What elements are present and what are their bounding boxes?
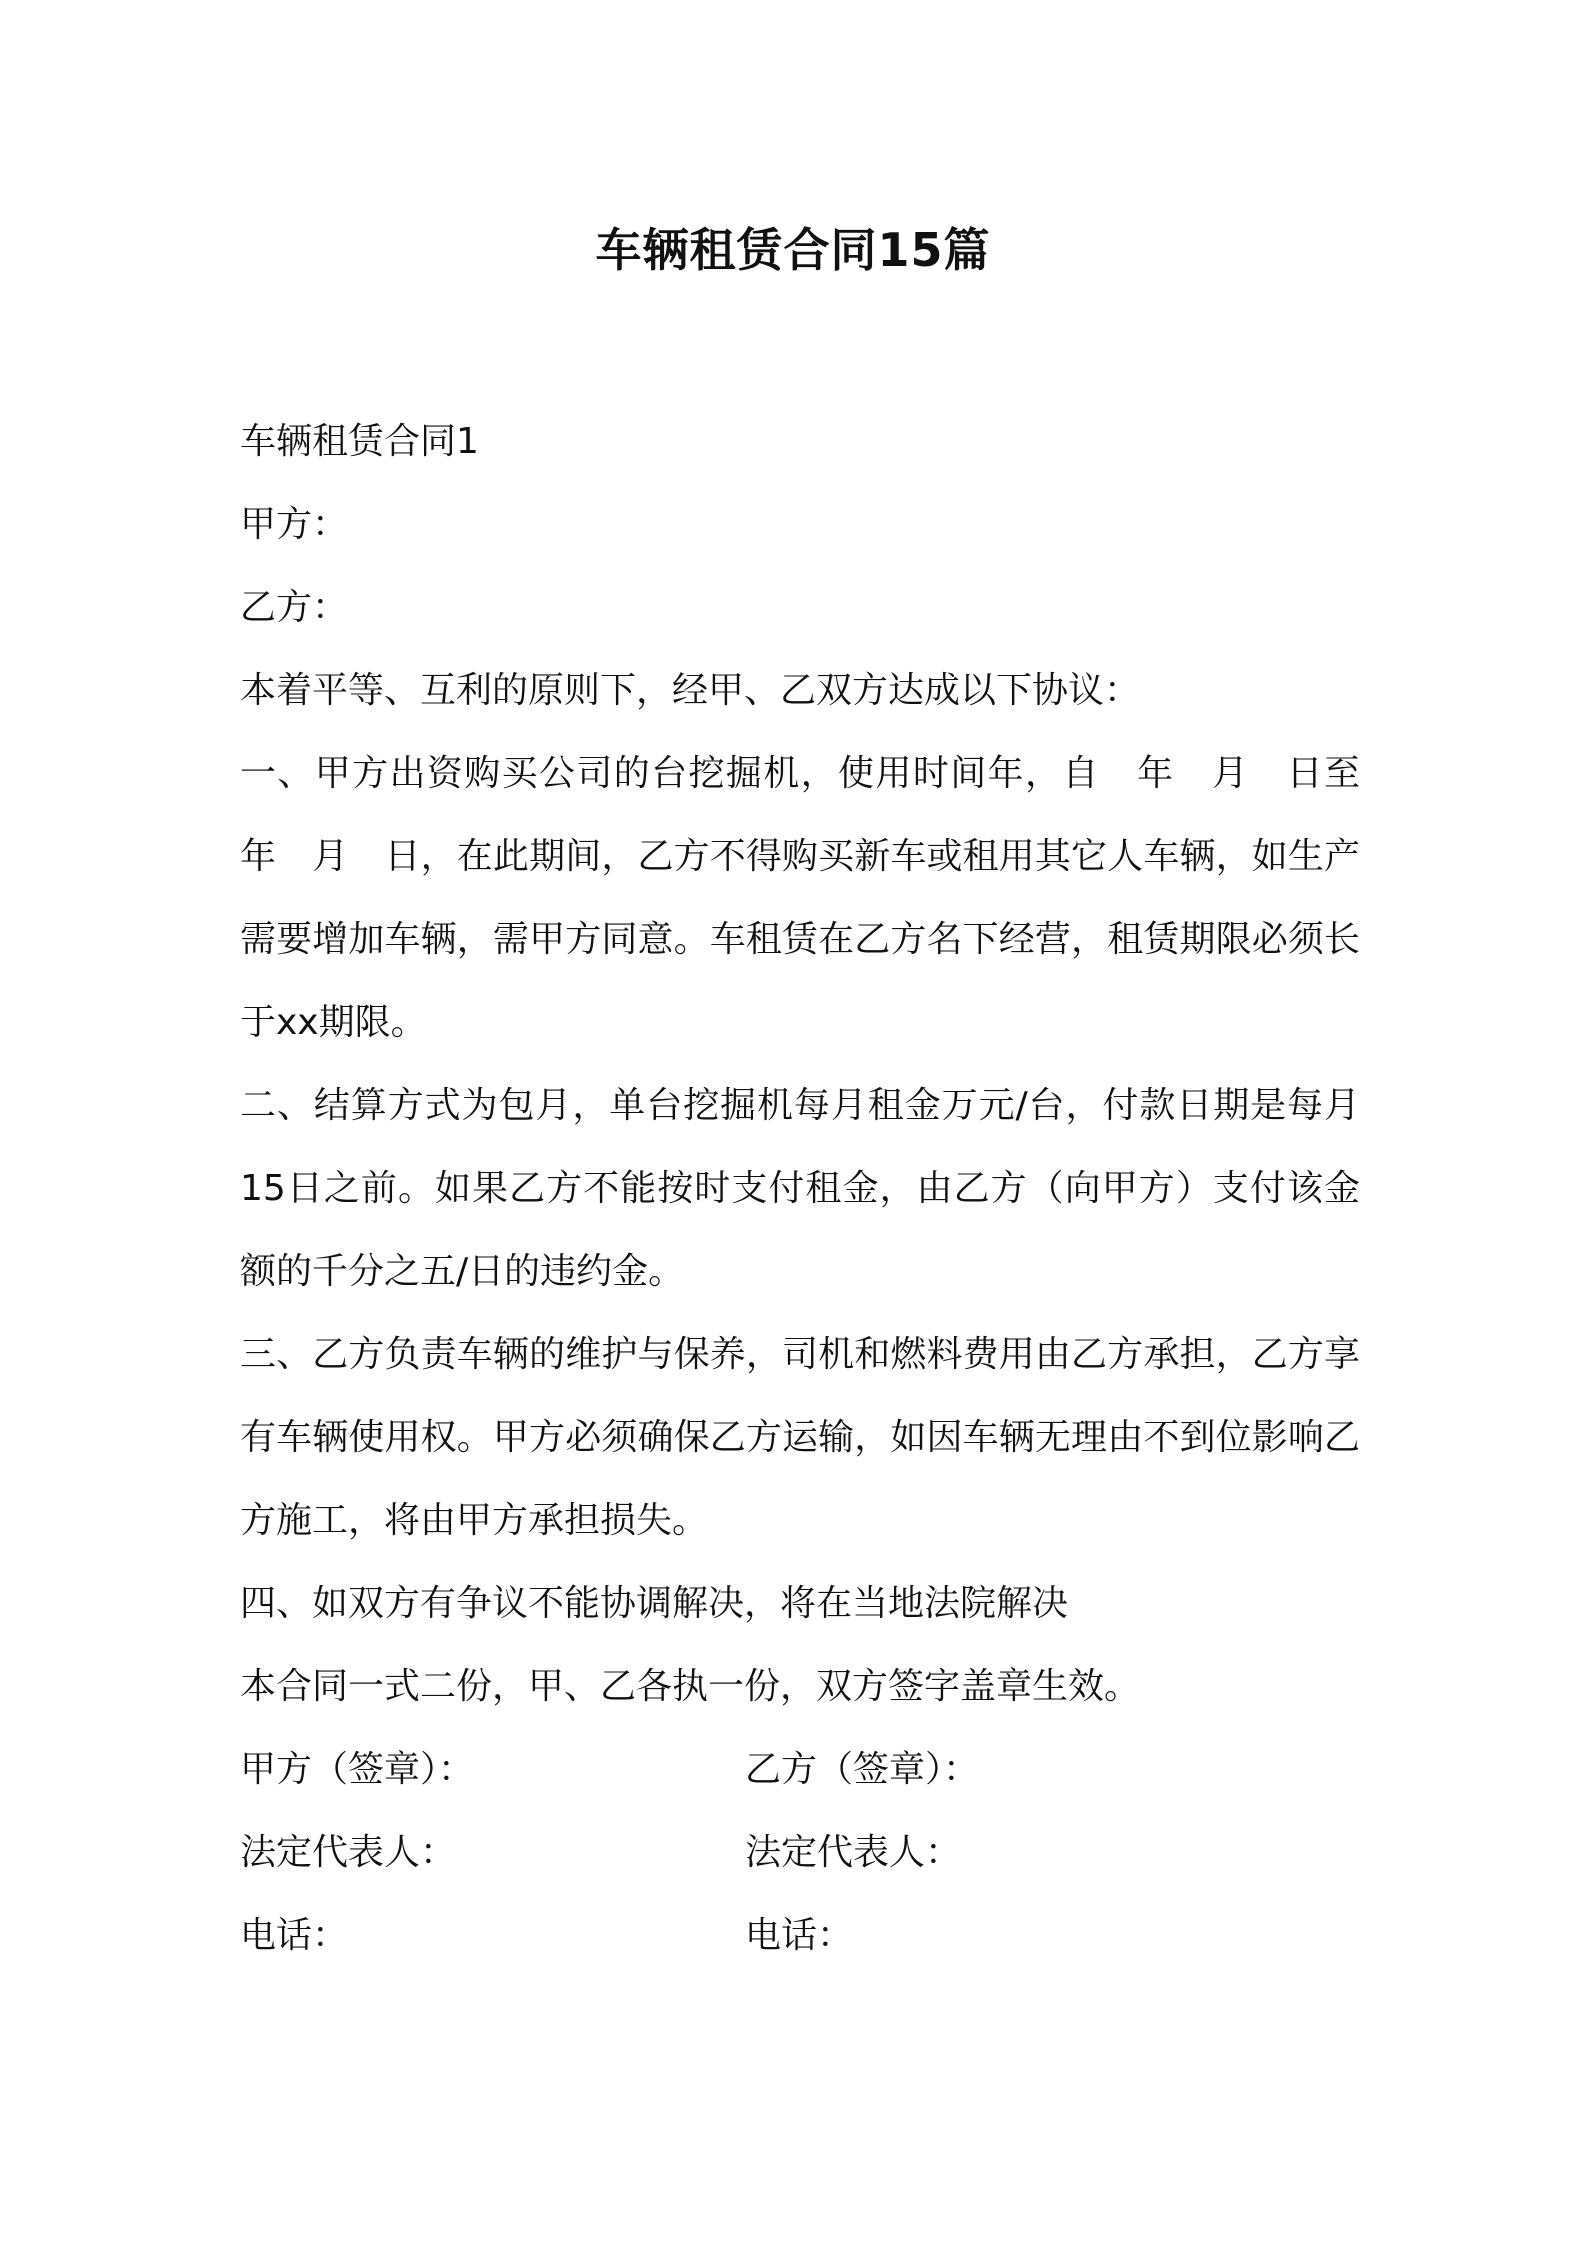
- clause-3: 三、乙方负责车辆的维护与保养，司机和燃料费用由乙方承担，乙方享有车辆使用权。甲方必须确保乙方运输，如因车辆无理由不到位影响乙方施工，将由甲方承担损失。: [240, 1334, 1360, 1541]
- signature-row-representative: [240, 1811, 1360, 1894]
- party-a-seal-label: 甲方（签章）：: [240, 1749, 475, 1790]
- party-b-representative-label: 法定代表人：: [745, 1832, 962, 1873]
- party-b-label: 乙方：: [240, 587, 349, 628]
- closing-statement: 本合同一式二份，甲、乙各执一份，双方签字盖章生效。: [240, 1666, 1141, 1707]
- preamble: 本着平等、互利的原则下，经甲、乙双方达成以下协议：: [240, 670, 1141, 711]
- document-title: 车辆租赁合同15篇: [595, 223, 991, 277]
- party-b-phone-label: 电话：: [745, 1915, 854, 1956]
- signature-row-seal: [240, 1728, 1360, 1811]
- clause-4: 四、如双方有争议不能协调解决，将在当地法院解决: [240, 1583, 1069, 1624]
- signature-row-phone: [240, 1894, 1360, 1977]
- clause-2: 二、结算方式为包月，单台挖掘机每月租金万元/台，付款日期是每月15日之前。如果乙方不能按时支付租金，由乙方（向甲方）支付该金额的千分之五/日的违约金。: [240, 1085, 1360, 1292]
- party-a-label: 甲方：: [240, 504, 349, 545]
- party-a-phone-label: 电话：: [240, 1915, 349, 1956]
- party-b-seal-label: 乙方（签章）：: [745, 1749, 980, 1790]
- clause-1: 一、甲方出资购买公司的台挖掘机，使用时间年，自 年 月 日至 年 月 日，在此期间，乙方不得购买新车或租用其它人车辆，如生产需要增加车辆，需甲方同意。车租赁在乙方名下经营，租赁期限必须长于xx期限。: [240, 753, 1397, 1043]
- document-body: [240, 400, 1397, 1977]
- party-a-representative-label: 法定代表人：: [240, 1832, 457, 1873]
- section-heading: 车辆租赁合同1: [240, 421, 479, 462]
